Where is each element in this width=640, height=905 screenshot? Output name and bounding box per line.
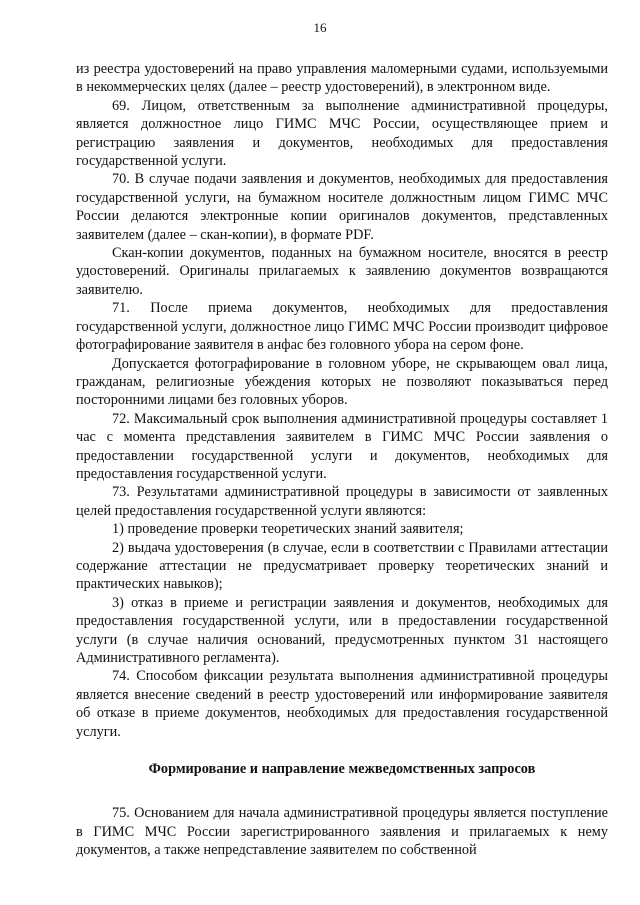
page-number: 16 <box>313 20 327 35</box>
paragraph-item-71: 71. После приема документов, необходимых для предоставления государственной услуги, должностное лицо ГИМС МЧС России производит цифровое фотографирование заявителя в анфас без головного убора на сером фоне. <box>76 300 608 354</box>
paragraph-item-73: 73. Результатами административной процедуры в зависимости от заявленных целей предоставления государственной услуги являются: <box>76 484 608 519</box>
paragraph-item-70: 70. В случае подачи заявления и документов, необходимых для предоставления государственной услуги, на бумажном носителе должностным лицом ГИМС МЧС России делаются электронные копии оригиналов документов, представленных заявителем (далее – скан-копии), в формате PDF. <box>76 171 608 243</box>
section-heading: Формирование и направление межведомственных запросов <box>148 761 536 778</box>
paragraph-item-75: 75. Основанием для начала административной процедуры является поступление в ГИМС МЧС России зарегистрированного заявления и прилагаемых к нему документов, а также непредставление заявителем по собственной <box>76 805 608 859</box>
paragraph: из реестра удостоверений на право управления маломерными судами, используемыми в некоммерческих целях (далее – реестр удостоверений), в электронном виде. <box>76 61 608 96</box>
paragraph-item-74: 74. Способом фиксации результата выполнения административной процедуры является внесение сведений в реестр удостоверений или информирование заявителя об отказе в приеме документов, необходимых для предоставления государственной услуги. <box>76 668 608 740</box>
list-item: 3) отказ в приеме и регистрации заявления и документов, необходимых для предоставления государственной услуги, или в предоставлении государственной услуги (в случае наличия оснований, предусмотренных пунктом 31 настоящего Административного регламента). <box>76 594 608 666</box>
list-item: 2) выдача удостоверения (в случае, если в соответствии с Правилами аттестации содержание аттестации не предусматривает проверку теоретических знаний и практических навыков); <box>76 539 608 593</box>
list-item: 1) проведение проверки теоретических знаний заявителя; <box>112 521 464 538</box>
paragraph: Допускается фотографирование в головном уборе, не скрывающем овал лица, гражданам, религиозные убеждения которых не позволяют показываться перед посторонними лицами без головных уборов. <box>76 355 608 409</box>
paragraph-item-69: 69. Лицом, ответственным за выполнение административной процедуры, является должностное лицо ГИМС МЧС России, осуществляющее прием и регистрацию заявления и документов, необходимых для предоставления государственной услуги. <box>76 97 608 170</box>
paragraph-item-72: 72. Максимальный срок выполнения административной процедуры составляет 1 час с момента представления заявителем в ГИМС МЧС России заявления о предоставлении государственной услуги и документов, необходимых для предоставления государственной услуги. <box>76 410 608 482</box>
paragraph: Скан-копии документов, поданных на бумажном носителе, вносятся в реестр удостоверений. Оригиналы прилагаемых к заявлению документов возвращаются заявителю. <box>76 245 608 298</box>
document-body <box>76 60 608 860</box>
